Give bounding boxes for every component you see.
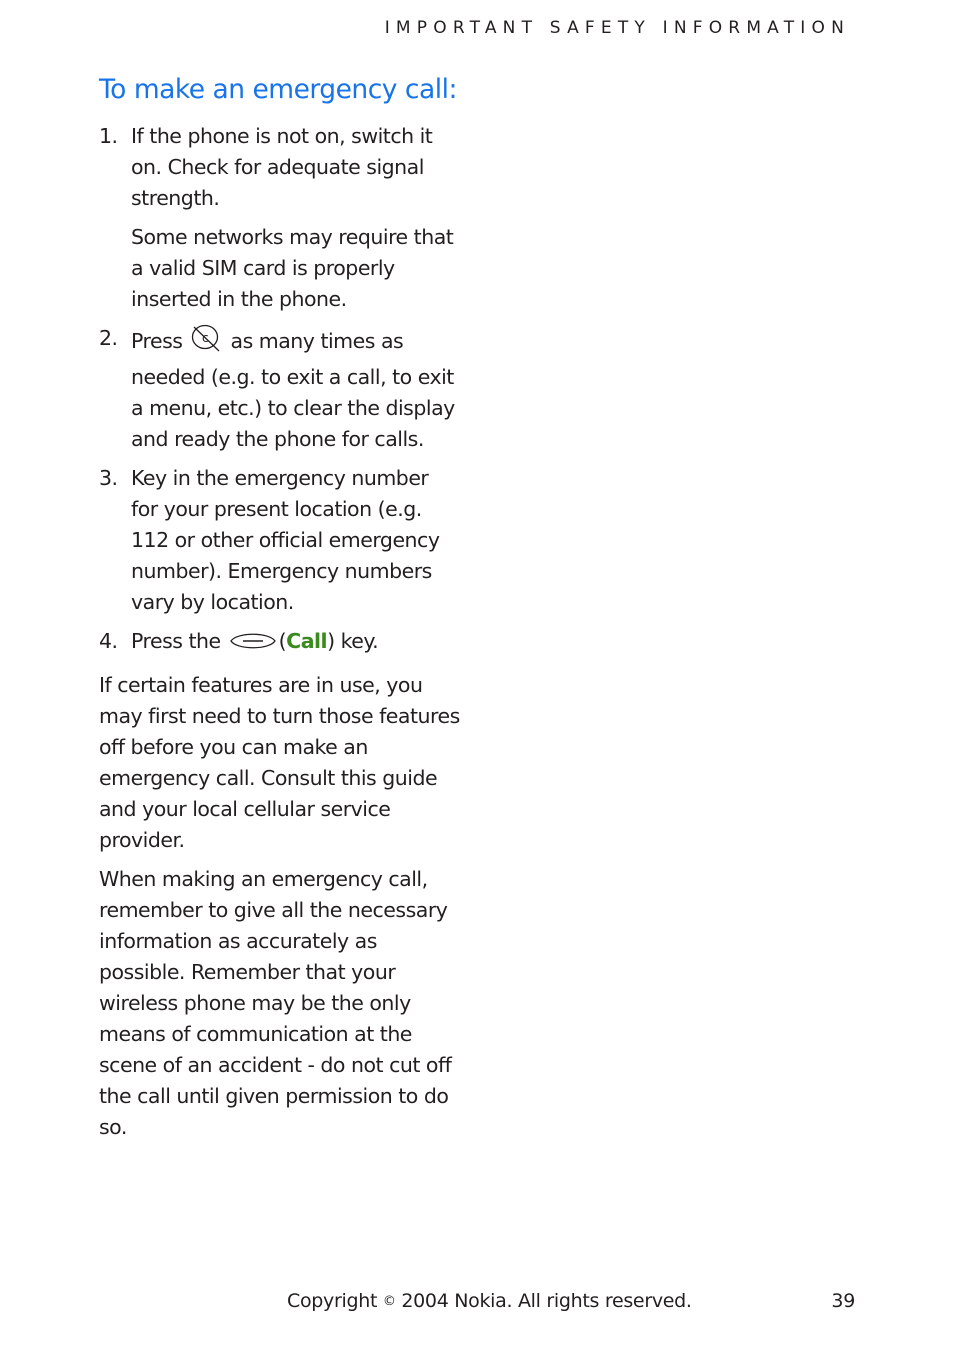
copyright-notice — [287, 1290, 692, 1312]
call-key-icon — [229, 629, 277, 662]
page-content — [99, 72, 461, 1151]
copyright-symbol: © — [382, 1294, 396, 1309]
step-text-before: Press the — [131, 629, 221, 653]
step-text: If the phone is not on, switch it on. Check for adequate signal strength. — [131, 124, 433, 210]
page-number: 39 — [831, 1290, 855, 1312]
running-header: IMPORTANT SAFETY INFORMATION — [384, 18, 850, 38]
step-number: 2. — [99, 326, 118, 350]
list-item — [99, 626, 461, 662]
list-item — [99, 463, 461, 618]
step-text-after: as many times as needed (e.g. to exit a call, to exit a menu, etc.) to clear the display and ready the phone for calls. — [131, 329, 455, 451]
step-number: 1. — [99, 124, 118, 148]
clear-key-icon — [190, 323, 222, 362]
steps-list — [99, 121, 461, 662]
list-item — [99, 323, 461, 455]
step-number: 3. — [99, 466, 118, 490]
svg-text:c: c — [202, 331, 209, 345]
list-item — [99, 121, 461, 315]
step-text — [131, 626, 461, 662]
copyright-prefix: Copyright — [287, 1290, 378, 1312]
section-title: To make an emergency call: — [99, 74, 457, 105]
paren-open: ( — [278, 629, 287, 653]
step-note: Some networks may require that a valid SIM card is properly inserted in the phone. — [131, 225, 454, 311]
copyright-text: 2004 Nokia. All rights reserved. — [401, 1290, 692, 1312]
step-text-before: Press — [131, 329, 183, 353]
body-paragraph: If certain features are in use, you may first need to turn those features off before you can make an emergency call. Consult this guide and your local cellular service provider. — [99, 673, 460, 852]
body-paragraph: When making an emergency call, remember to give all the necessary information as accurately as possible. Remember that your wireless phone may be the only means of communication at the scene of an accident - do not cut off the call until given permission to do so. — [99, 867, 452, 1139]
call-key-label: Call — [286, 629, 328, 653]
step-text: Key in the emergency number for your present location (e.g. 112 or other official emergency number). Emergency numbers vary by location. — [131, 466, 440, 614]
step-text — [131, 323, 461, 455]
step-number: 4. — [99, 629, 118, 653]
step-text-after: ) key. — [327, 629, 379, 653]
